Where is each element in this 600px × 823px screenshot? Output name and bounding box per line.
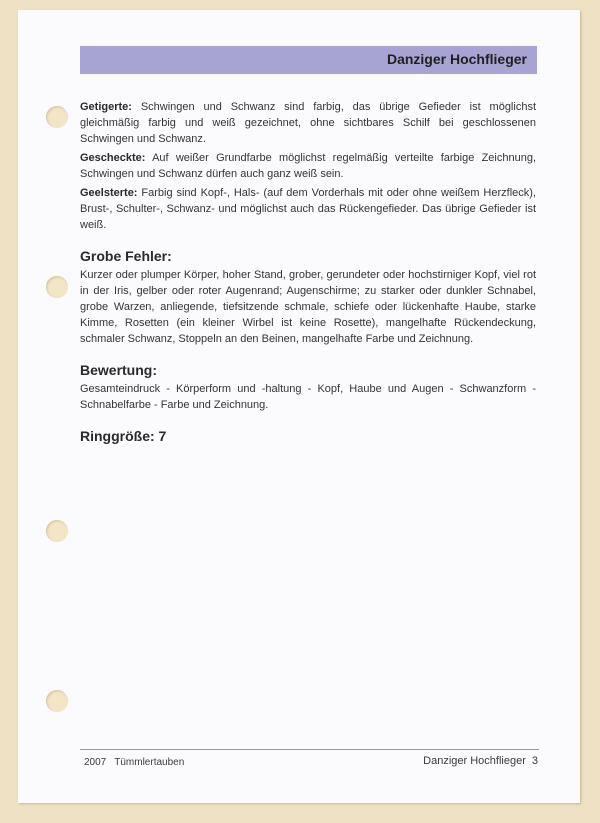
footer-right — [423, 755, 538, 767]
main-content — [80, 99, 536, 447]
geelsterte-text: Farbig sind Kopf-, Hals- (auf dem Vorderhals mit oder ohne weißem Herzfleck), Brust-, Schulter-, Schwanz- und möglichst auch das Rückengefieder. Das übrige Gefieder ist weiß. — [80, 187, 536, 231]
ringgroesse-heading: Ringgröße: 7 — [80, 428, 167, 444]
punch-hole — [46, 520, 68, 542]
gescheckte-text: Auf weißer Grundfarbe möglichst regelmäßig verteilte farbige Zeichnung, Schwingen und Schwanz dürfen auch ganz weiß sein. — [80, 152, 536, 180]
bewertung-text: Gesamteindruck - Körperform und -haltung - Kopf, Haube und Augen - Schwanzform - Schnabelfarbe - Farbe und Zeichnung. — [80, 383, 536, 411]
page-sheet — [18, 10, 580, 803]
getigerte-text: Schwingen und Schwanz sind farbig, das übrige Gefieder ist möglichst gleichmäßig farbig und weiß gezeichnet, ohne sichtbares Schilf bei geschlossenen Schwingen und Schwanz. — [80, 101, 536, 145]
punch-hole — [46, 276, 68, 298]
page-number: 3 — [531, 755, 538, 767]
gescheckte-paragraph — [80, 150, 536, 182]
grobe-fehler-text: Kurzer oder plumper Körper, hoher Stand, grober, gerundeter oder hochstirniger Kopf, viel rot in der Iris, gelber oder roter Augenrand; Augenschirme; zu starker oder dunkler Schnabel, grobe Warzen, anliegende, tiefsitzende schmale, schiefe oder lückenhafte Haube, starke Kimme, Rosetten (ein kleiner Wirbel ist keine Rosette), mangelhafte Rückendeckung, schmaler Schwanz, Stoppeln an den Beinen, mangelhafte Farbe und Zeichnung. — [80, 269, 536, 345]
punch-hole — [46, 690, 68, 712]
footer-left — [84, 757, 184, 768]
punch-hole — [46, 106, 68, 128]
gescheckte-term: Gescheckte: — [80, 152, 146, 164]
geelsterte-paragraph — [80, 185, 536, 233]
bewertung-heading: Bewertung: — [80, 362, 157, 378]
grobe-fehler-heading: Grobe Fehler: — [80, 248, 172, 264]
getigerte-paragraph — [80, 99, 536, 147]
page-title: Danziger Hochflieger — [386, 51, 527, 67]
footer-divider — [80, 749, 539, 750]
footer-book: Tümmlertauben — [114, 757, 185, 768]
footer-year: 2007 — [84, 757, 107, 768]
geelsterte-term: Geelsterte: — [80, 187, 138, 199]
header-bar — [80, 46, 537, 74]
getigerte-term: Getigerte: — [80, 101, 132, 113]
footer-breed: Danziger Hochflieger — [423, 755, 526, 767]
